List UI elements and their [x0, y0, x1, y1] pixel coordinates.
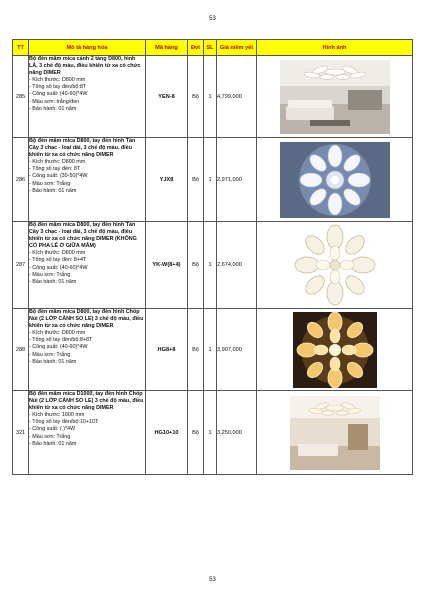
table-row	[13, 138, 413, 222]
product-spec: - Công suất: (40-60)*4W	[29, 91, 88, 98]
product-qty: 1	[204, 222, 217, 309]
product-spec: - Công suất: (40-60)*4W	[29, 264, 88, 271]
table-row	[13, 309, 413, 391]
product-code: YEN-8	[146, 56, 188, 138]
product-spec: - Tổng số tay đèn: 8T	[29, 166, 81, 173]
product-spec: - Màu sơn: Trắng	[29, 180, 71, 187]
product-unit: Bộ	[188, 309, 204, 391]
flower-chandelier-white-photo	[283, 224, 387, 306]
product-description	[29, 391, 146, 475]
header-unit: Đvt	[188, 40, 204, 56]
row-number: 321	[13, 391, 29, 475]
product-price: 3,250,000	[217, 391, 257, 475]
row-number: 285	[13, 56, 29, 138]
table-row	[13, 56, 413, 138]
product-description	[29, 56, 146, 138]
product-title: Bộ đèn mâm mica D800, tay đèn hình Tán Cây 3 chạc - loại dài, 3 chế độ màu, điều khiển từ xa có chức năng DIMER	[29, 138, 136, 159]
product-spec: - Tổng số tay đèn/bộ:8T	[29, 84, 87, 91]
product-spec: - Tổng số tay đèn: 8+4T	[29, 257, 87, 264]
product-spec: - Kích thước: D800 mm	[29, 330, 86, 337]
double-layer-petal-chandelier-warm-photo	[293, 312, 377, 388]
leaf-chandelier-livingroom-photo	[280, 60, 390, 134]
product-image-cell	[257, 391, 413, 475]
product-description	[29, 138, 146, 222]
product-image-cell	[257, 309, 413, 391]
product-qty: 1	[204, 309, 217, 391]
product-qty: 1	[204, 391, 217, 475]
header-price: Giá niêm yết	[217, 40, 257, 56]
product-spec: - Màu sơn: Trắng	[29, 433, 71, 440]
product-spec: - Bảo hành: 01 năm	[29, 105, 77, 112]
header-image: Hình ảnh	[257, 40, 413, 56]
product-spec: - Bảo hành: 01 năm	[29, 187, 77, 194]
table-row	[13, 222, 413, 309]
product-unit: Bộ	[188, 222, 204, 309]
product-price: 2,971,000	[217, 138, 257, 222]
product-code: HG10+10	[146, 391, 188, 475]
product-spec: - Bảo hành: 01 năm	[29, 358, 77, 365]
product-description	[29, 222, 146, 309]
product-code: YK-W(8+4)	[146, 222, 188, 309]
product-title: Bộ đèn mâm mica D800, tay đèn hình Tán Cây 3 chạc - loại dài, 3 chế độ màu, điều khiển từ xa có chức năng DIMER (KHÔNG CÓ PHA LÊ Ở GIỮA MÂM)	[29, 222, 137, 250]
page-number-top: 53	[209, 16, 216, 22]
product-description	[29, 309, 146, 391]
product-code: YJX8	[146, 138, 188, 222]
product-price: 3,907,000	[217, 309, 257, 391]
product-unit: Bộ	[188, 391, 204, 475]
product-spec: - Bảo hành: 01 năm	[29, 440, 77, 447]
header-code: Mã hàng	[146, 40, 188, 56]
product-spec: - Màu sơn: Trắng	[29, 271, 71, 278]
product-spec: - Kích thước: D800 mm	[29, 159, 86, 166]
product-price: 4,799,000	[217, 56, 257, 138]
product-spec: - Công suất: (30-50)*4W	[29, 173, 88, 180]
product-spec: - Tổng số tay đèn/bộ:8+8T	[29, 337, 93, 344]
product-spec: - Công suất: (40-60)*4W	[29, 344, 88, 351]
product-spec: - Kích thước: 1000 mm	[29, 412, 85, 419]
product-title: Bộ đèn mâm mica D800, tay đèn hình Chóp Núi (2 LỚP CÁNH SO LE) 3 chế độ màu, điều khiển từ xa có chức năng DIMER	[29, 309, 144, 330]
product-spec: - Công suất: ( )*4W	[29, 426, 76, 433]
table-header-row	[13, 40, 413, 56]
petal-chandelier-room-photo	[290, 396, 380, 470]
header-qty: SL	[204, 40, 217, 56]
page-number-bottom: 53	[209, 577, 216, 583]
product-spec: - Tổng số tay đèn/bộ:10+10T	[29, 419, 99, 426]
product-image-cell	[257, 56, 413, 138]
product-spec: - Kích thước: D800 mm	[29, 250, 86, 257]
product-qty: 1	[204, 56, 217, 138]
product-unit: Bộ	[188, 56, 204, 138]
table-row	[13, 391, 413, 475]
row-number: 288	[13, 309, 29, 391]
product-code: HG8+8	[146, 309, 188, 391]
header-tt: TT	[13, 40, 29, 56]
product-title: Bộ đèn mâm mica cánh 2 tầng D800, hình LÁ, 3 chế độ màu, điều khiển từ xa có chức năng DIMER	[29, 56, 141, 77]
product-spec: - Màu sơn: Trắng	[29, 351, 71, 358]
product-image-cell	[257, 138, 413, 222]
product-price: 2,674,000	[217, 222, 257, 309]
product-spec: - Kích thước: D800 mm	[29, 77, 86, 84]
product-spec: - Màu sơn: trắng/đen	[29, 98, 80, 105]
product-spec: - Bảo hành: 01 năm	[29, 278, 77, 285]
flower-chandelier-blue-glow-photo	[280, 142, 390, 218]
row-number: 287	[13, 222, 29, 309]
row-number: 286	[13, 138, 29, 222]
product-qty: 1	[204, 138, 217, 222]
header-description: Mô tả hàng hóa	[29, 40, 146, 56]
product-unit: Bộ	[188, 138, 204, 222]
product-image-cell	[257, 222, 413, 309]
product-table	[12, 39, 413, 475]
product-title: Bộ đèn mâm mica D1000, tay đèn hình Chóp Núi (2 LỚP CÁNH SO LE) 3 chế độ màu, điều khiển từ xa có chức năng DIMER	[29, 391, 144, 412]
